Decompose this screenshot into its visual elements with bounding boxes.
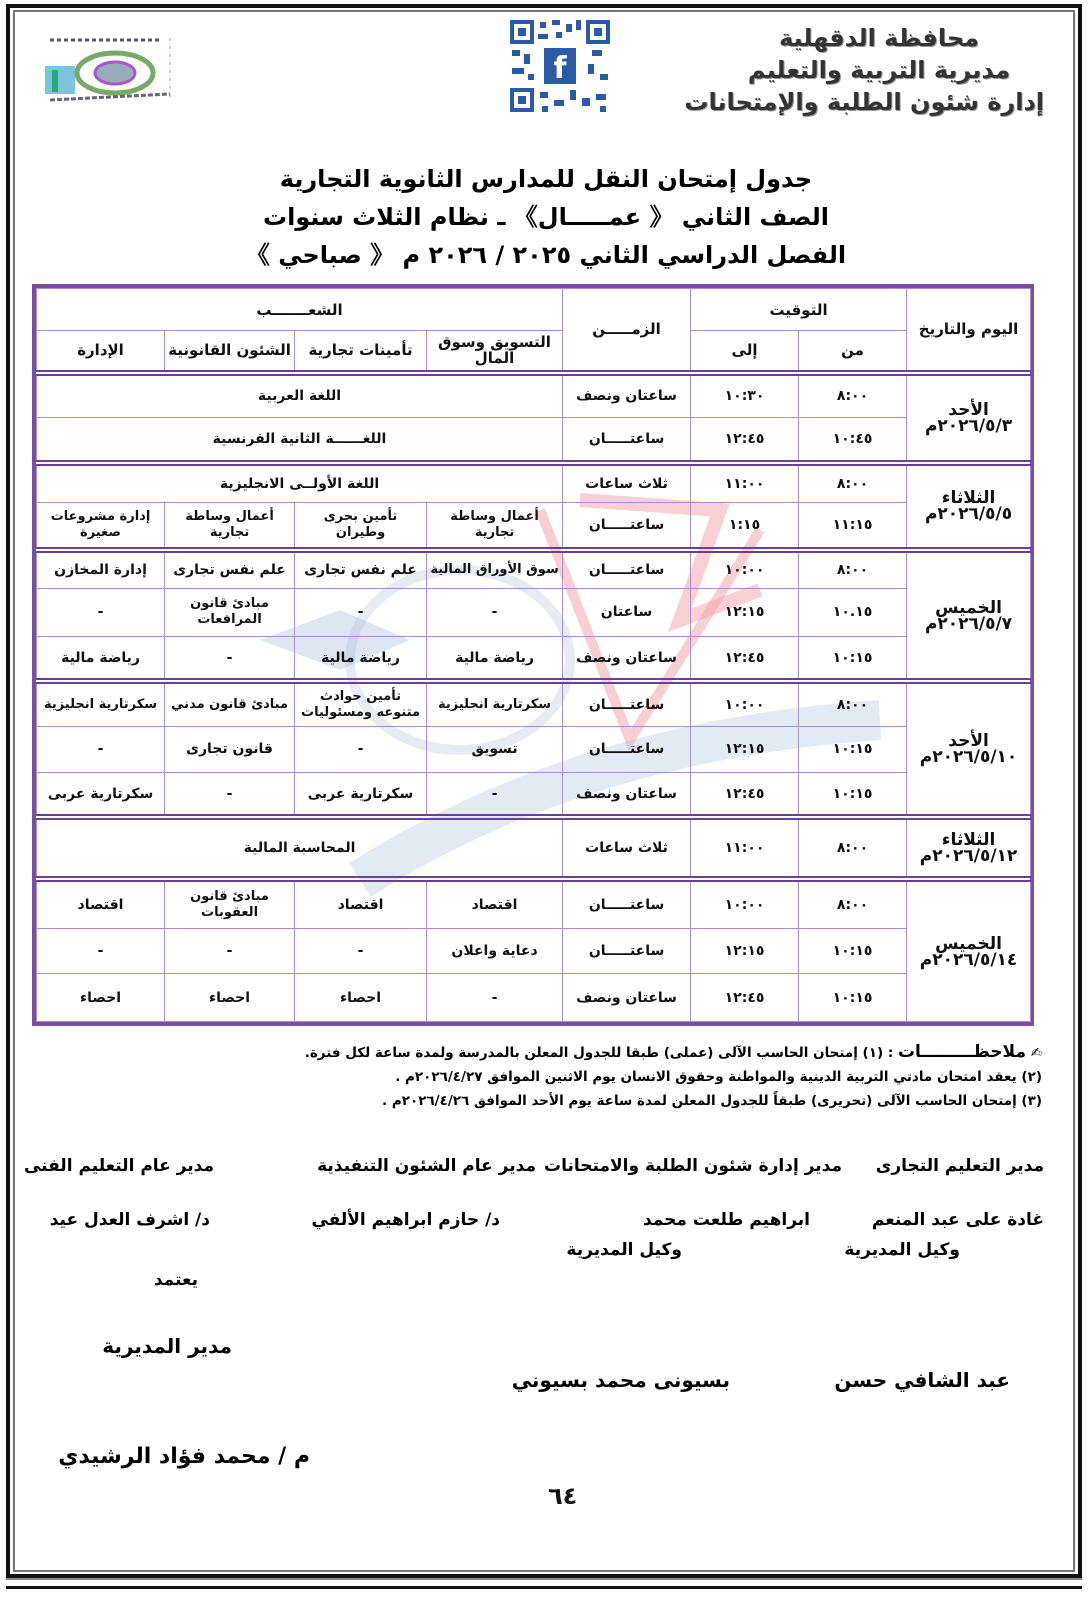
organization-header: [684, 22, 1044, 118]
start-time-cell: ١٠:١٥: [799, 772, 907, 817]
subject-cell: دعاية واعلان: [427, 929, 563, 974]
subject-cell: احصاء: [165, 974, 295, 1022]
subject-cell: احصاء: [295, 974, 427, 1022]
subject-cell: إدارة مشروعات صغيرة: [37, 502, 165, 549]
start-time-cell: ٨:٠٠: [799, 373, 907, 418]
day-name: الأحد: [948, 399, 989, 420]
subject-cell: أعمال وساطة تجارية: [427, 502, 563, 549]
subject-cell: -: [295, 589, 427, 636]
schedule-row: [37, 636, 1031, 681]
note-item: (٢) يعقد امتحان مادتي التربية الدينية والمواطنة وحقوق الانسان يوم الاثنين الموافق ٢٠٢٦/٤/٢٧م .: [395, 1069, 1042, 1085]
subject-all-divisions: المحاسبة المالية: [37, 817, 563, 879]
subject-cell: رياضة مالية: [427, 636, 563, 681]
page-number: ٦٤: [548, 1482, 578, 1510]
signature-name: غادة على عبد المنعم: [871, 1210, 1044, 1230]
signature-deputy: وكيل المديرية: [844, 1240, 960, 1260]
duration-cell: ساعتان ونصف: [563, 974, 691, 1022]
exam-date: ٢٠٢٦/٥/١٢م: [919, 846, 1018, 867]
header-day-date: اليوم والتاريخ: [907, 289, 1031, 373]
approve-label: يعتمد: [153, 1270, 198, 1290]
end-time-cell: ١٠:٠٠: [691, 681, 799, 726]
header-div-marketing: التسويق وسوق المال: [427, 331, 563, 373]
header-from: من: [799, 331, 907, 373]
schedule-row: [37, 974, 1031, 1022]
exam-date: ٢٠٢٦/٥/١٤م: [919, 949, 1018, 970]
bottom-rule: [6, 1578, 1082, 1589]
duration-cell: ثلاث ساعات: [563, 463, 691, 502]
start-time-cell: ٨:٠٠: [799, 550, 907, 589]
pen-icon: ✍: [1030, 1045, 1042, 1061]
end-time-cell: ١١:٠٠: [691, 817, 799, 879]
schedule-grid: [36, 288, 1031, 1022]
subject-cell: أعمال وساطة تجارية: [165, 502, 295, 549]
subject-cell: -: [165, 772, 295, 817]
subject-cell: علم نفس تجارى: [295, 550, 427, 589]
director-title: مدير المديرية: [102, 1334, 232, 1358]
subject-cell: سكرتارية انجليزية: [427, 681, 563, 726]
day-date-cell: [907, 373, 1031, 464]
duration-cell: ساعتان ونصف: [563, 373, 691, 418]
day-name: الثلاثاء: [941, 830, 996, 851]
subject-cell: تسويق: [427, 727, 563, 772]
subject-all-divisions: اللغة العربية: [37, 373, 563, 418]
header-timing: التوقيت: [691, 289, 907, 331]
end-time-cell: ١٢:٤٥: [691, 974, 799, 1022]
org-governorate: محافظة الدقهلية: [779, 24, 979, 52]
subject-cell: -: [37, 929, 165, 974]
subject-cell: سكرتارية عربى: [295, 772, 427, 817]
signature-title: مدير إدارة شئون الطلبة والامتحانات: [544, 1156, 842, 1176]
start-time-cell: ١٠:٤٥: [799, 418, 907, 463]
start-time-cell: ٨:٠٠: [799, 681, 907, 726]
duration-cell: ساعتان ونصف: [563, 636, 691, 681]
header-div-admin: الإدارة: [37, 331, 165, 373]
start-time-cell: ١٠:١٥: [799, 636, 907, 681]
end-time-cell: ١٢:٤٥: [691, 418, 799, 463]
signature-name: ابراهيم طلعت محمد: [642, 1210, 810, 1230]
subject-cell: رياضة مالية: [295, 636, 427, 681]
schedule-row: [37, 681, 1031, 726]
subject-cell: سكرتارية انجليزية: [37, 681, 165, 726]
signature-name: د/ حازم ابراهيم الألفي: [311, 1210, 500, 1230]
end-time-cell: ١٢:١٥: [691, 929, 799, 974]
signature-title: مدير التعليم التجارى: [875, 1156, 1044, 1176]
start-time-cell: ١٠.١٥: [799, 589, 907, 636]
signature-title: مدير عام الشئون التنفيذية: [317, 1156, 536, 1176]
subject-cell: -: [427, 772, 563, 817]
day-name: الخميس: [935, 597, 1002, 618]
duration-cell: ساعتـــــان: [563, 550, 691, 589]
duration-cell: ساعتـــــان: [563, 727, 691, 772]
subject-cell: -: [427, 589, 563, 636]
subject-all-divisions: اللغة الأولــى الانجليزية: [37, 463, 563, 502]
end-time-cell: ١:١٥: [691, 502, 799, 549]
title-line-3: الفصل الدراسي الثاني ٢٠٢٥ / ٢٠٢٦ م 《 صباحي 》: [245, 241, 847, 269]
header-duration: الزمـــــن: [563, 289, 691, 373]
end-time-cell: ١١:٠٠: [691, 463, 799, 502]
end-time-cell: ١٢:٤٥: [691, 636, 799, 681]
schedule-row: [37, 373, 1031, 418]
subject-cell: إدارة المخازن: [37, 550, 165, 589]
schedule-row: [37, 589, 1031, 636]
subject-cell: اقتصاد: [295, 879, 427, 928]
subject-cell: سوق الأوراق المالية: [427, 550, 563, 589]
duration-cell: ساعتـــــان: [563, 418, 691, 463]
end-time-cell: ١٠:٣٠: [691, 373, 799, 418]
subject-cell: -: [427, 974, 563, 1022]
day-date-cell: [907, 463, 1031, 550]
document-title: [240, 160, 852, 274]
subject-all-divisions: اللغــــــة الثانية الفرنسية: [37, 418, 563, 463]
schedule-row: [37, 502, 1031, 549]
start-time-cell: ١٠:١٥: [799, 974, 907, 1022]
directorate-logo-icon: [40, 28, 180, 108]
subject-cell: اقتصاد: [37, 879, 165, 928]
duration-cell: ساعتـــــان: [563, 681, 691, 726]
duration-cell: ثلاث ساعات: [563, 817, 691, 879]
note-item: (٣) إمتحان الحاسب الآلى (تحريرى) طبقاً للجدول المعلن لمدة ساعة يوم الأحد الموافق ٢٠٢٦/٤/٢٦م .: [381, 1093, 1042, 1109]
notes-heading: ملاحظـــــــــات: [897, 1042, 1026, 1062]
schedule-row: [37, 463, 1031, 502]
duration-cell: ساعتـــــان: [563, 879, 691, 928]
start-time-cell: ١١:١٥: [799, 502, 907, 549]
subject-cell: مبادئ قانون المرافعات: [165, 589, 295, 636]
subject-cell: قانون تجارى: [165, 727, 295, 772]
subject-cell: -: [165, 636, 295, 681]
day-date-cell: [907, 550, 1031, 682]
schedule-row: [37, 879, 1031, 928]
subject-cell: تأمين بحرى وطيران: [295, 502, 427, 549]
start-time-cell: ٨:٠٠: [799, 817, 907, 879]
header-to: إلى: [691, 331, 799, 373]
day-date-cell: [907, 681, 1031, 817]
subject-cell: احصاء: [37, 974, 165, 1022]
end-time-cell: ١٢:١٥: [691, 727, 799, 772]
exam-date: ٢٠٢٦/٥/٣م: [924, 415, 1013, 436]
subject-cell: علم نفس تجارى: [165, 550, 295, 589]
start-time-cell: ٨:٠٠: [799, 463, 907, 502]
day-name: الثلاثاء: [941, 488, 996, 509]
exam-date: ٢٠٢٦/٥/٧م: [924, 613, 1013, 634]
header-div-insurance: تأمينات تجارية: [295, 331, 427, 373]
end-time-cell: ١٢:١٥: [691, 589, 799, 636]
exam-date: ٢٠٢٦/٥/٥م: [924, 504, 1013, 525]
day-name: الأحد: [948, 731, 989, 752]
subject-cell: -: [37, 727, 165, 772]
exam-date: ٢٠٢٦/٥/١٠م: [919, 747, 1018, 768]
duration-cell: ساعتان ونصف: [563, 772, 691, 817]
subject-cell: مبادئ قانون العقوبات: [165, 879, 295, 928]
subject-cell: اقتصاد: [427, 879, 563, 928]
deputy-name: عبد الشافي حسن: [834, 1368, 1010, 1392]
schedule-row: [37, 727, 1031, 772]
note-item: : (١) إمتحان الحاسب الآلى (عملى) طبقا للجدول المعلن بالمدرسة ولمدة ساعة لكل فترة.: [304, 1045, 894, 1061]
end-time-cell: ١٠:٠٠: [691, 879, 799, 928]
subject-cell: سكرتارية عربى: [37, 772, 165, 817]
end-time-cell: ١٠:٠٠: [691, 550, 799, 589]
facebook-qr-code-icon: [508, 18, 612, 114]
start-time-cell: ٨:٠٠: [799, 879, 907, 928]
schedule-row: [37, 772, 1031, 817]
header-divisions: الشعـــــــب: [37, 289, 563, 331]
subject-cell: -: [295, 727, 427, 772]
title-line-1: جدول إمتحان النقل للمدارس الثانوية التجارية: [279, 165, 813, 193]
subject-cell: مبادئ قانون مدني: [165, 681, 295, 726]
duration-cell: ساعتان: [563, 589, 691, 636]
signature-title: مدير عام التعليم الفنى: [23, 1156, 214, 1176]
org-department: إدارة شئون الطلبة والإمتحانات: [684, 88, 1044, 116]
signature-deputy: وكيل المديرية: [566, 1240, 682, 1260]
title-line-2: الصف الثاني 《 عمـــــال》 ـ نظام الثلاث سنوات: [263, 203, 829, 231]
director-name: م / محمد فؤاد الرشيدي: [58, 1444, 310, 1469]
day-name: الخميس: [935, 933, 1002, 954]
schedule-row: [37, 550, 1031, 589]
start-time-cell: ١٠:١٥: [799, 727, 907, 772]
schedule-row: [37, 418, 1031, 463]
end-time-cell: ١٢:٤٥: [691, 772, 799, 817]
day-date-cell: [907, 879, 1031, 1021]
subject-cell: تأمين حوادث متنوعه ومسئوليات: [295, 681, 427, 726]
org-directorate: مديرية التربية والتعليم: [747, 56, 1011, 84]
schedule-row: [37, 817, 1031, 879]
duration-cell: ساعتـــــان: [563, 502, 691, 549]
start-time-cell: ١٠:١٥: [799, 929, 907, 974]
duration-cell: ساعتـــــان: [563, 929, 691, 974]
subject-cell: رياضة مالية: [37, 636, 165, 681]
day-date-cell: [907, 817, 1031, 879]
subject-cell: -: [37, 589, 165, 636]
subject-cell: -: [165, 929, 295, 974]
signature-name: د/ اشرف العدل عيد: [49, 1210, 210, 1230]
deputy-name: بسيونى محمد بسيوني: [511, 1368, 730, 1392]
exam-schedule-table: [32, 284, 1034, 1026]
notes-section: [262, 1040, 1042, 1113]
svg-text:f: f: [553, 51, 567, 86]
header-div-legal: الشئون القانونية: [165, 331, 295, 373]
schedule-row: [37, 929, 1031, 974]
subject-cell: -: [295, 929, 427, 974]
